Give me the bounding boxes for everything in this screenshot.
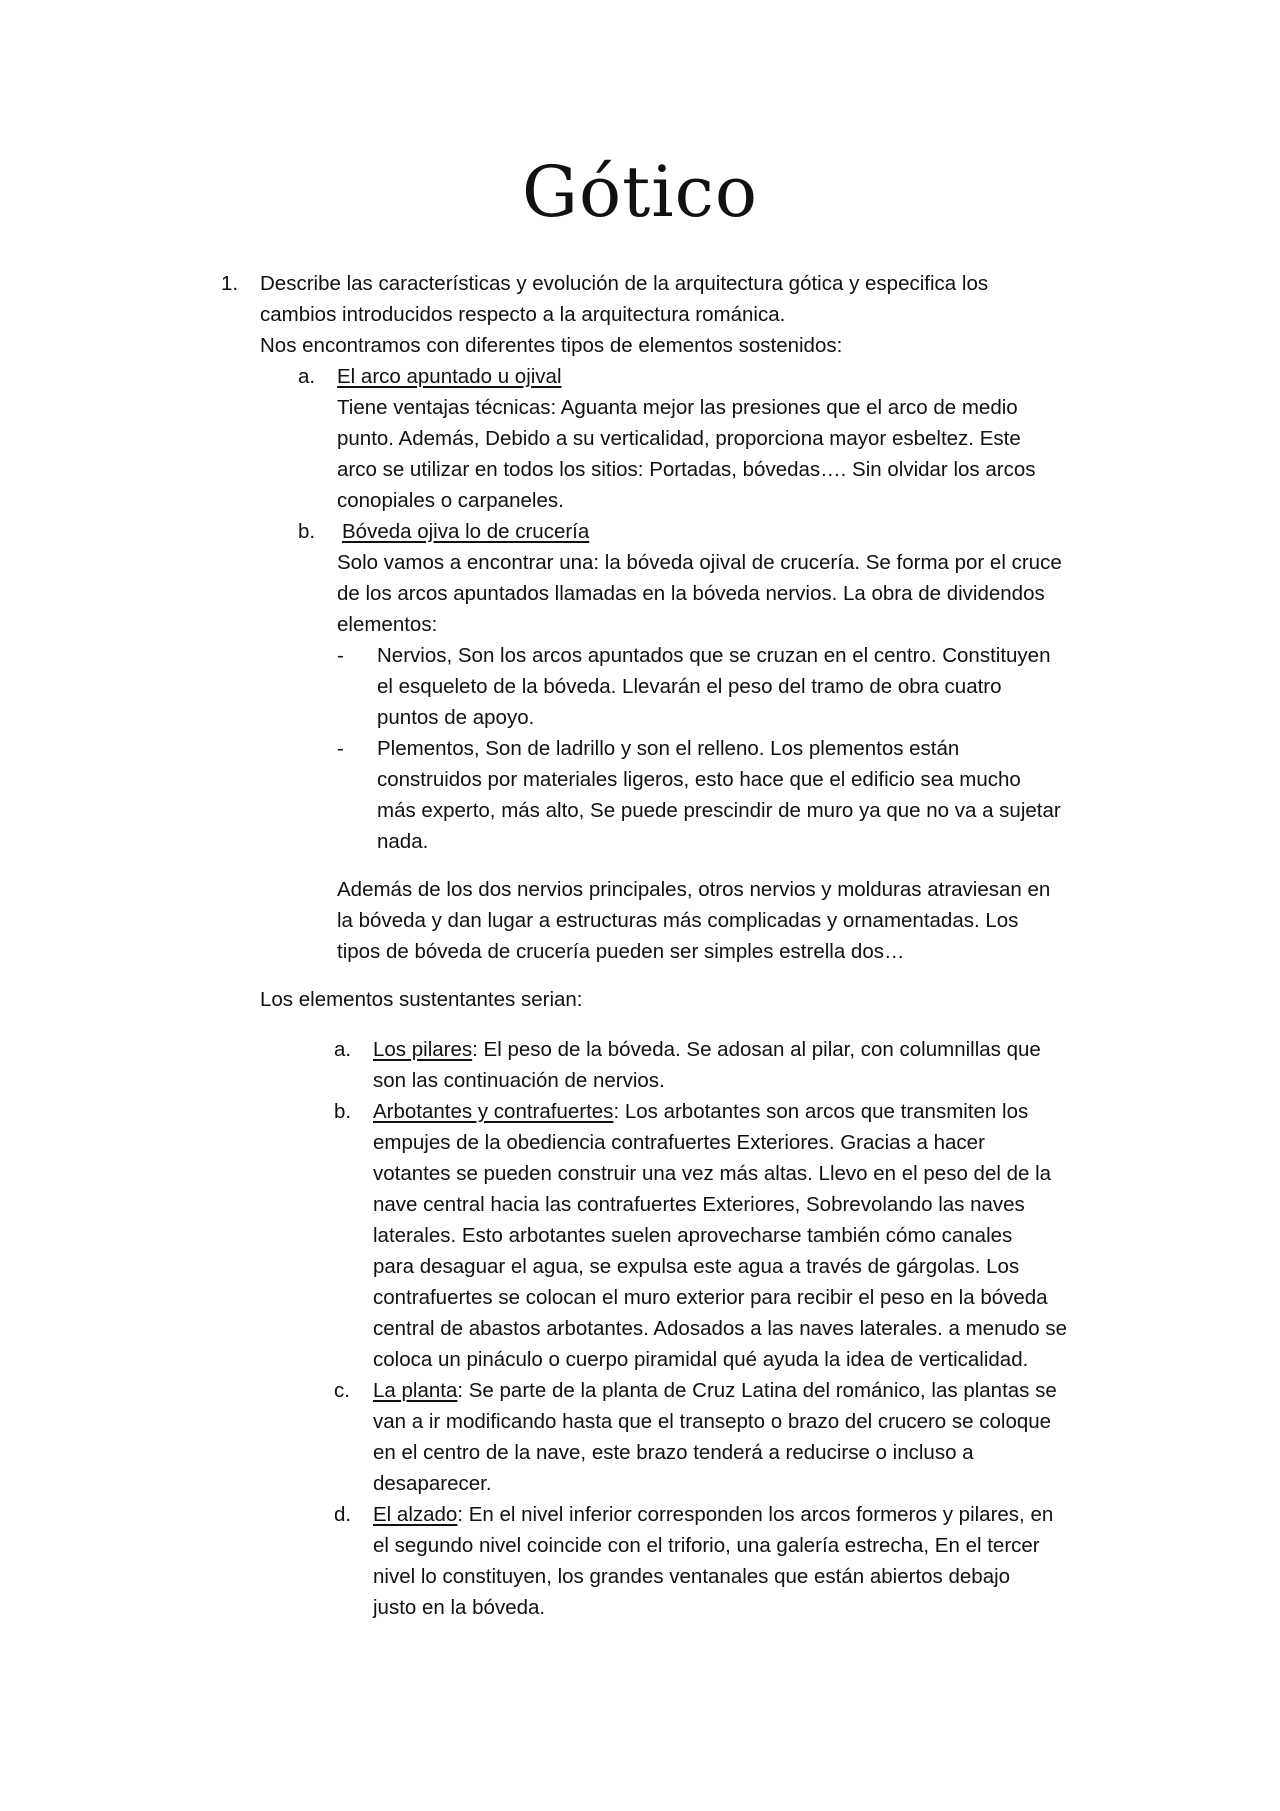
question-text-line: cambios introducidos respecto a la arquitectura románica. bbox=[260, 303, 786, 326]
paragraph-line: la bóveda y dan lugar a estructuras más complicadas y ornamentadas. Los bbox=[337, 909, 1019, 932]
paragraph-line: elementos: bbox=[337, 613, 438, 636]
list-marker: b. bbox=[298, 520, 316, 543]
item-heading-pilares: Los pilares bbox=[373, 1038, 473, 1061]
item-heading-alzado: El alzado bbox=[373, 1503, 458, 1526]
intro-sustentantes: Los elementos sustentantes serian: bbox=[260, 988, 583, 1011]
item-text: : Se parte de la planta de Cruz Latina del románico, las plantas se bbox=[457, 1379, 1057, 1402]
page-title: Gótico bbox=[522, 151, 758, 233]
paragraph-line: nave central hacia las contrafuertes Exteriores, Sobrevolando las naves bbox=[373, 1193, 1025, 1216]
paragraph-line: son las continuación de nervios. bbox=[373, 1069, 665, 1092]
list-marker: a. bbox=[298, 365, 316, 388]
paragraph-line: arco se utilizar en todos los sitios: Portadas, bóvedas…. Sin olvidar los arcos bbox=[337, 458, 1036, 481]
item-first-line bbox=[373, 1499, 1053, 1530]
bullet-line: nada. bbox=[377, 830, 429, 853]
paragraph-line: conopiales o carpaneles. bbox=[337, 489, 564, 512]
bullet-line: más experto, más alto, Se puede prescindir de muro ya que no va a sujetar bbox=[377, 799, 1061, 822]
paragraph-line: justo en la bóveda. bbox=[373, 1596, 546, 1619]
bullet-marker: - bbox=[337, 737, 344, 760]
paragraph-line: en el centro de la nave, este brazo tenderá a reducirse o incluso a bbox=[373, 1441, 974, 1464]
paragraph-line: contrafuertes se colocan el muro exterior para recibir el peso en la bóveda bbox=[373, 1286, 1048, 1309]
bullet-line: construidos por materiales ligeros, esto hace que el edificio sea mucho bbox=[377, 768, 1021, 791]
list-marker: a. bbox=[334, 1038, 352, 1061]
bullet-line: Nervios, Son los arcos apuntados que se cruzan en el centro. Constituyen bbox=[377, 644, 1051, 667]
paragraph-line: desaparecer. bbox=[373, 1472, 492, 1495]
paragraph-line: empujes de la obediencia contrafuertes Exteriores. Gracias a hacer bbox=[373, 1131, 985, 1154]
paragraph-line: van a ir modificando hasta que el transepto o brazo del crucero se coloque bbox=[373, 1410, 1052, 1433]
paragraph-line: Además de los dos nervios principales, otros nervios y molduras atraviesan en bbox=[337, 878, 1051, 901]
item-first-line bbox=[373, 1375, 1057, 1406]
paragraph-line: de los arcos apuntados llamadas en la bóveda nervios. La obra de dividendos bbox=[337, 582, 1045, 605]
list-marker: c. bbox=[334, 1379, 350, 1402]
paragraph-line: central de abastos arbotantes. Adosados a las naves laterales. a menudo se bbox=[373, 1317, 1068, 1340]
paragraph-line: laterales. Esto arbotantes suelen aprovecharse también cómo canales bbox=[373, 1224, 1013, 1247]
list-marker: b. bbox=[334, 1100, 352, 1123]
paragraph-line: Tiene ventajas técnicas: Aguanta mejor las presiones que el arco de medio bbox=[337, 396, 1018, 419]
bullet-line: el esqueleto de la bóveda. Llevarán el peso del tramo de obra cuatro bbox=[377, 675, 1002, 698]
question-number: 1. bbox=[221, 272, 239, 295]
paragraph-line: nivel lo constituyen, los grandes ventanales que están abiertos debajo bbox=[373, 1565, 1011, 1588]
bullet-line: puntos de apoyo. bbox=[377, 706, 535, 729]
item-text: : Los arbotantes son arcos que transmiten los bbox=[613, 1100, 1029, 1123]
paragraph-line: punto. Además, Debido a su verticalidad, proporciona mayor esbeltez. Este bbox=[337, 427, 1021, 450]
item-heading-boveda: Bóveda ojiva lo de crucería bbox=[342, 520, 590, 543]
item-first-line bbox=[373, 1034, 1041, 1065]
item-text: : En el nivel inferior corresponden los arcos formeros y pilares, en bbox=[457, 1503, 1054, 1526]
list-marker: d. bbox=[334, 1503, 352, 1526]
paragraph-line: Solo vamos a encontrar una: la bóveda ojival de crucería. Se forma por el cruce bbox=[337, 551, 1062, 574]
paragraph-line: tipos de bóveda de crucería pueden ser simples estrella dos… bbox=[337, 940, 905, 963]
paragraph-line: el segundo nivel coincide con el triforio, una galería estrecha, En el tercer bbox=[373, 1534, 1040, 1557]
item-text: : El peso de la bóveda. Se adosan al pilar, con columnillas que bbox=[472, 1038, 1041, 1061]
question-text-line: Describe las características y evolución de la arquitectura gótica y especifica los bbox=[260, 272, 989, 295]
paragraph-line: para desaguar el agua, se expulsa este agua a través de gárgolas. Los bbox=[373, 1255, 1020, 1278]
item-heading-arbotantes: Arbotantes y contrafuertes bbox=[373, 1100, 614, 1123]
intro-sostenidos: Nos encontramos con diferentes tipos de elementos sostenidos: bbox=[260, 334, 843, 357]
item-heading-planta: La planta bbox=[373, 1379, 458, 1402]
item-heading-arco-apuntado: El arco apuntado u ojival bbox=[337, 365, 562, 388]
bullet-line: Plementos, Son de ladrillo y son el relleno. Los plementos están bbox=[377, 737, 960, 760]
paragraph-line: coloca un pináculo o cuerpo piramidal qué ayuda la idea de verticalidad. bbox=[373, 1348, 1029, 1371]
paragraph-line: votantes se pueden construir una vez más altas. Llevo en el peso del de la bbox=[373, 1162, 1052, 1185]
bullet-marker: - bbox=[337, 644, 344, 667]
item-first-line bbox=[373, 1096, 1028, 1127]
